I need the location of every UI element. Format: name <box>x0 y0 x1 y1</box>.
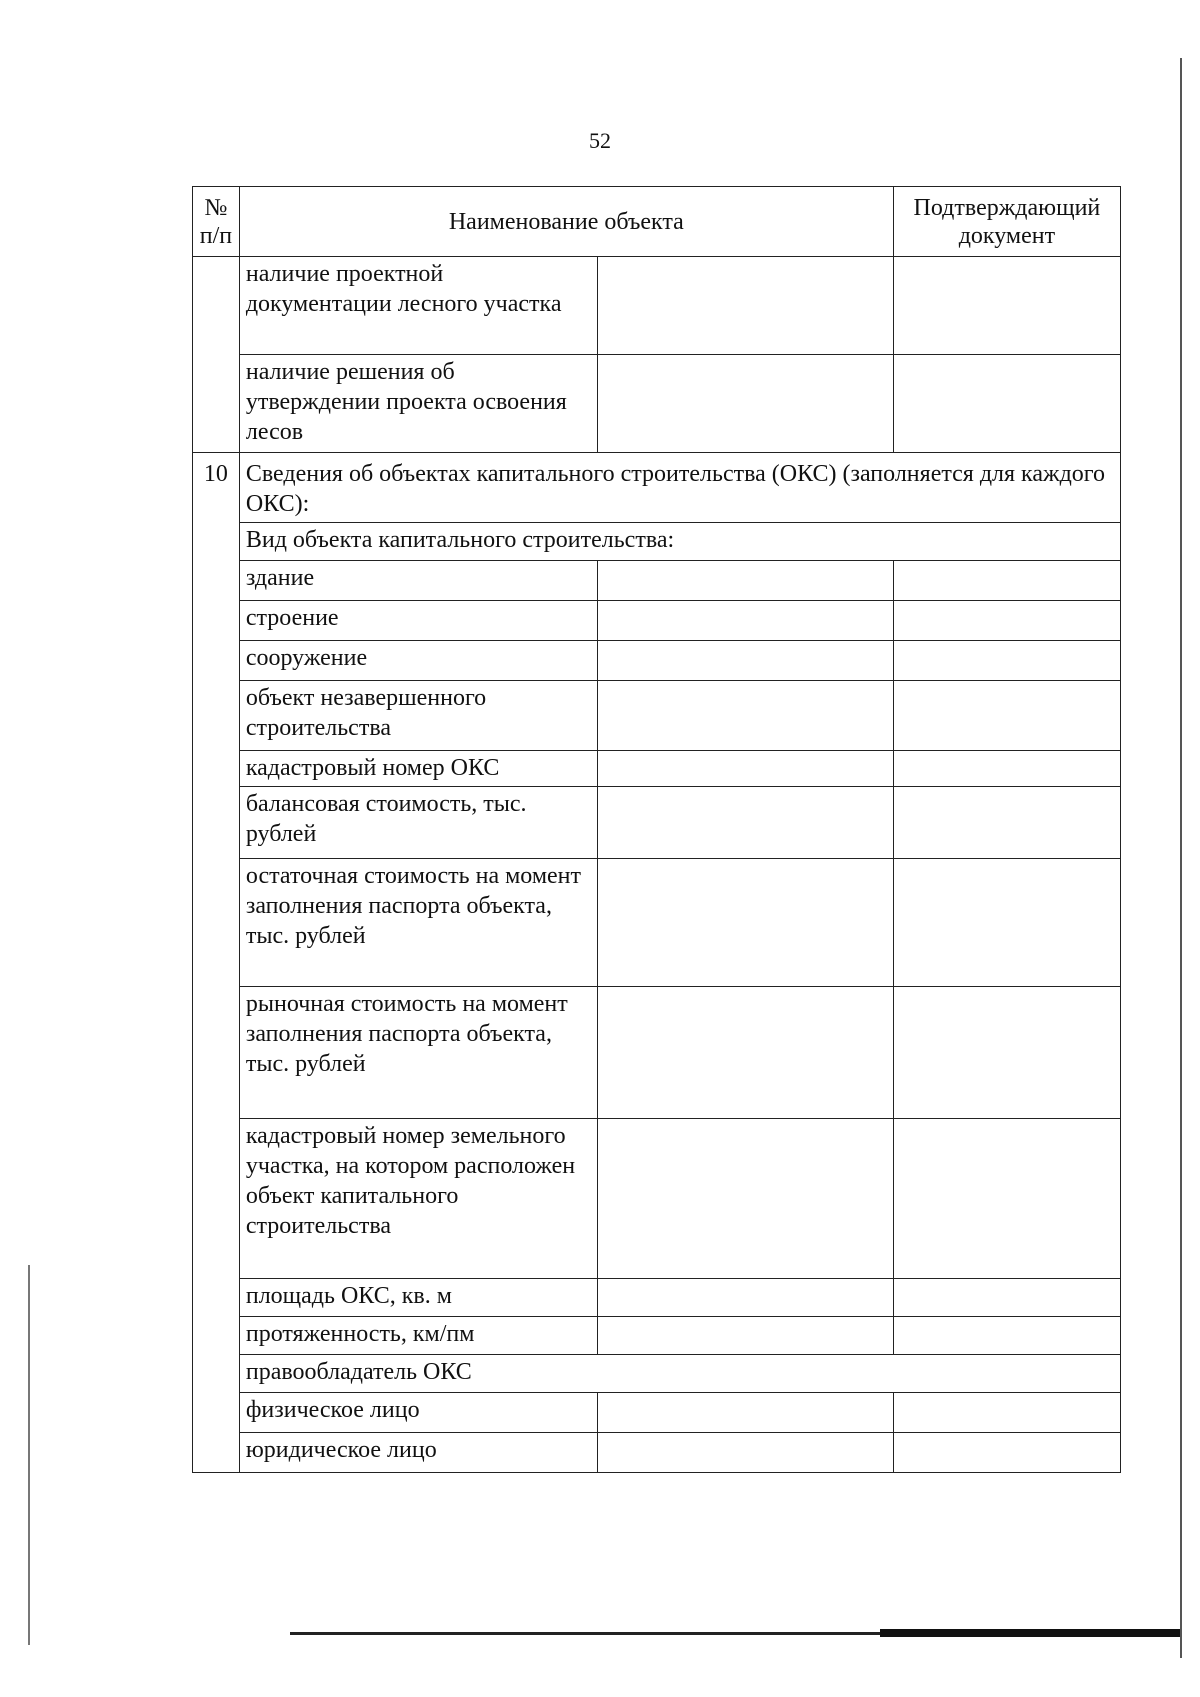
row-label: юридическое лицо <box>239 1433 598 1473</box>
num-cell <box>193 257 240 453</box>
table-row <box>193 751 1121 787</box>
table-row <box>193 355 1121 453</box>
table-row <box>193 859 1121 987</box>
value-cell[interactable] <box>598 1279 893 1317</box>
value-cell[interactable] <box>598 355 893 453</box>
table-row <box>193 1119 1121 1279</box>
rightholder-heading: правообладатель ОКС <box>239 1355 1120 1393</box>
row-label: балансовая стоимость, тыс. рублей <box>239 787 598 859</box>
row-label: объект незавершенного строительства <box>239 681 598 751</box>
table-row <box>193 681 1121 751</box>
document-cell[interactable] <box>893 1279 1120 1317</box>
document-cell[interactable] <box>893 1393 1120 1433</box>
scan-edge-right <box>1180 58 1182 1658</box>
value-cell[interactable] <box>598 1119 893 1279</box>
subheading: Вид объекта капитального строительства: <box>239 523 1120 561</box>
row-label: кадастровый номер земельного участка, на котором расположен объект капитального строительства <box>239 1119 598 1279</box>
scan-edge-bottom-thick <box>880 1629 1180 1637</box>
row-label: здание <box>239 561 598 601</box>
row-label: протяженность, км/пм <box>239 1317 598 1355</box>
value-cell[interactable] <box>598 1317 893 1355</box>
value-cell[interactable] <box>598 751 893 787</box>
document-cell[interactable] <box>893 641 1120 681</box>
value-cell[interactable] <box>598 561 893 601</box>
table-row <box>193 987 1121 1119</box>
page-number: 52 <box>589 128 611 153</box>
document-cell[interactable] <box>893 787 1120 859</box>
value-cell[interactable] <box>598 641 893 681</box>
document-cell[interactable] <box>893 257 1120 355</box>
table-row <box>193 641 1121 681</box>
value-cell[interactable] <box>598 601 893 641</box>
table-row <box>193 1279 1121 1317</box>
row-label: строение <box>239 601 598 641</box>
header-num: № п/п <box>193 187 240 257</box>
subheading-row <box>193 1355 1121 1393</box>
table-row <box>193 561 1121 601</box>
document-cell[interactable] <box>893 1119 1120 1279</box>
table-header-row <box>193 187 1121 257</box>
value-cell[interactable] <box>598 1393 893 1433</box>
header-document: Подтверждающий документ <box>893 187 1120 257</box>
table-row <box>193 1433 1121 1473</box>
subheading-row <box>193 523 1121 561</box>
document-cell[interactable] <box>893 681 1120 751</box>
section-row <box>193 453 1121 523</box>
document-cell[interactable] <box>893 1433 1120 1473</box>
value-cell[interactable] <box>598 681 893 751</box>
row-label: кадастровый номер ОКС <box>239 751 598 787</box>
row-label: сооружение <box>239 641 598 681</box>
value-cell[interactable] <box>598 787 893 859</box>
row-label: остаточная стоимость на момент заполнения паспорта объекта, тыс. рублей <box>239 859 598 987</box>
value-cell[interactable] <box>598 257 893 355</box>
table-row <box>193 1393 1121 1433</box>
form-table <box>192 186 1121 1473</box>
document-cell[interactable] <box>893 859 1120 987</box>
value-cell[interactable] <box>598 1433 893 1473</box>
table-row <box>193 257 1121 355</box>
scan-edge-left <box>28 1265 30 1645</box>
document-cell[interactable] <box>893 601 1120 641</box>
value-cell[interactable] <box>598 859 893 987</box>
document-cell[interactable] <box>893 751 1120 787</box>
row-label: наличие проектной документации лесного участка <box>239 257 598 355</box>
document-cell[interactable] <box>893 987 1120 1119</box>
document-cell[interactable] <box>893 355 1120 453</box>
row-label: физическое лицо <box>239 1393 598 1433</box>
row-label: площадь ОКС, кв. м <box>239 1279 598 1317</box>
table-row <box>193 787 1121 859</box>
section-number: 10 <box>193 453 240 1473</box>
document-cell[interactable] <box>893 561 1120 601</box>
value-cell[interactable] <box>598 987 893 1119</box>
table-row <box>193 1317 1121 1355</box>
row-label: рыночная стоимость на момент заполнения паспорта объекта, тыс. рублей <box>239 987 598 1119</box>
header-name: Наименование объекта <box>239 187 893 257</box>
document-cell[interactable] <box>893 1317 1120 1355</box>
table-row <box>193 601 1121 641</box>
row-label: наличие решения об утверждении проекта освоения лесов <box>239 355 598 453</box>
section-title: Сведения об объектах капитального строительства (ОКС) (заполняется для каждого ОКС): <box>239 453 1120 523</box>
